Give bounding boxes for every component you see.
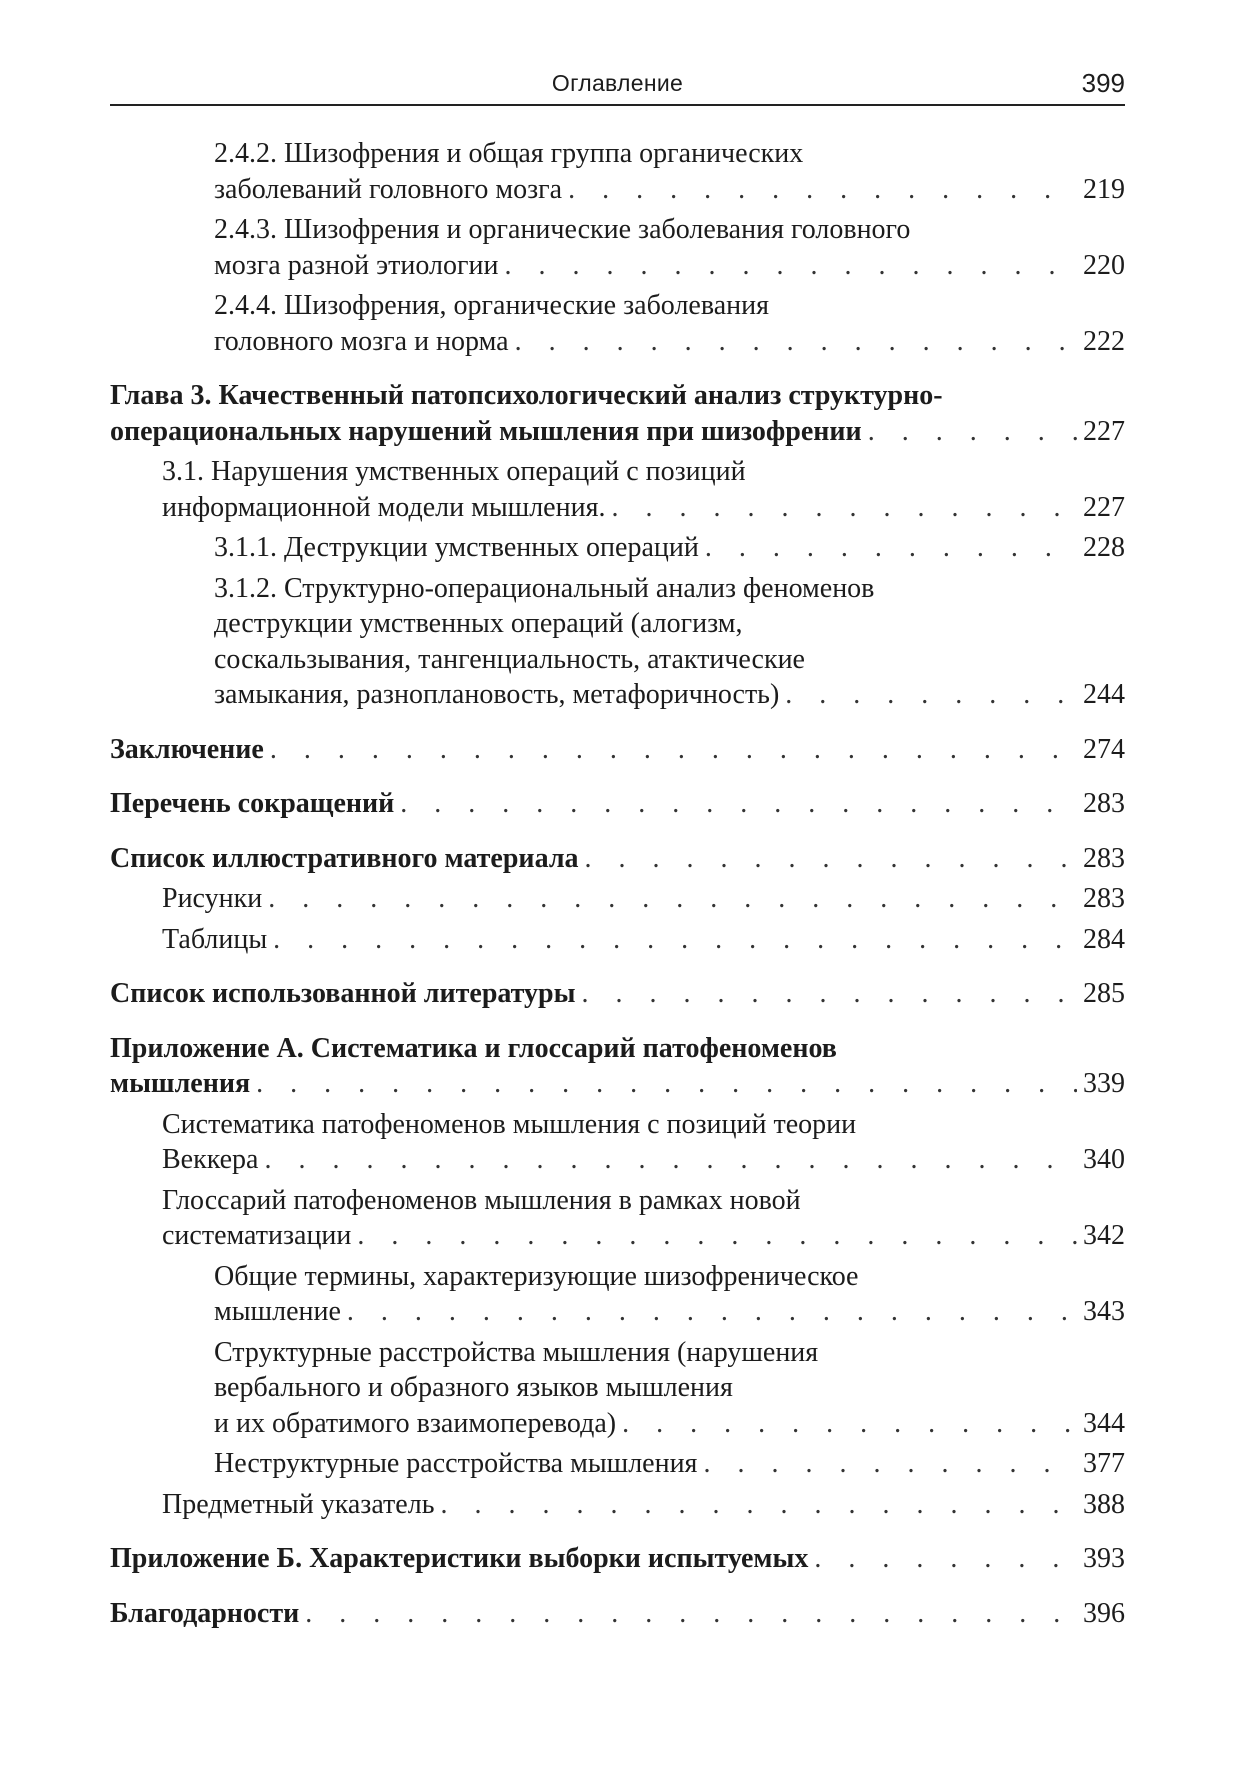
toc-entry-title-line: заболеваний головного мозга (214, 173, 563, 205)
toc-entry[interactable] (110, 922, 1125, 958)
toc-entry-last-line (162, 1218, 1125, 1254)
dot-leader (357, 1218, 1077, 1254)
dot-leader (347, 1294, 1077, 1330)
toc-entry-title-line: Приложение А. Систематика и глоссарий патофеноменов (110, 1032, 837, 1064)
toc-entry-last-line (214, 172, 1125, 208)
dot-leader (705, 530, 1077, 566)
toc-entry-title-line: Систематика патофеноменов мышления с позиций теории (162, 1108, 857, 1140)
toc-entry-page-number: 227 (1083, 415, 1125, 447)
toc-entry[interactable] (110, 378, 1125, 449)
toc-entry[interactable] (110, 1596, 1125, 1632)
toc-entry-title-line: деструкции умственных операций (алогизм, (214, 608, 743, 639)
page-number: 399 (1081, 68, 1125, 98)
toc-entry-title-line: 3.1.2. Структурно-операциональный анализ феноменов (214, 572, 875, 604)
running-header (110, 68, 1125, 106)
dot-leader (585, 841, 1077, 877)
toc-entry-title-line: систематизации (162, 1220, 352, 1251)
toc-entry-last-line (110, 414, 1125, 450)
toc-entry-last-line (162, 881, 1125, 917)
toc-entry[interactable] (110, 1031, 1125, 1102)
toc-entry-last-line (162, 490, 1125, 526)
toc-entry-last-line (110, 1066, 1125, 1102)
toc-entry-title-line: 3.1.1. Деструкции умственных операций (214, 532, 699, 563)
toc-entry-title-line: Неструктурные расстройства мышления (214, 1448, 698, 1479)
toc-entry-title-line: Перечень сокращений (110, 788, 395, 819)
toc-entry[interactable] (110, 732, 1125, 768)
toc-entry-last-line (110, 976, 1125, 1012)
toc-entry-last-line (214, 324, 1125, 360)
toc-entry[interactable] (110, 136, 1125, 207)
toc-entry-title-line: мышление (214, 1296, 341, 1327)
toc-entry-page-number: 396 (1083, 1597, 1125, 1629)
toc-entry-last-line (162, 1142, 1125, 1178)
toc-entry-page-number: 219 (1083, 173, 1125, 205)
running-header-title: Оглавление (551, 70, 684, 96)
toc-entry[interactable] (110, 1259, 1125, 1330)
toc-entry-page-number: 283 (1083, 842, 1125, 874)
toc-entry-title-line: Рисунки (162, 883, 263, 914)
toc-entry-title-line: замыкания, разноплановость, метафоричность) (214, 679, 780, 710)
dot-leader (305, 1596, 1077, 1632)
toc-entry[interactable] (110, 1183, 1125, 1254)
toc-entry[interactable] (110, 1107, 1125, 1178)
toc-entry-title-line: Приложение Б. Характеристики выборки испытуемых (110, 1543, 809, 1574)
toc-entry-title-line: Список иллюстративного материала (110, 842, 579, 874)
toc-entry-page-number: 343 (1083, 1296, 1125, 1327)
toc-entry[interactable] (110, 841, 1125, 877)
toc-entry-last-line (214, 530, 1125, 566)
toc-entry-title-line: соскальзывания, тангенциальность, атактические (214, 643, 805, 675)
toc-entry-title-line: головного мозга и норма (214, 325, 509, 357)
toc-entry-page-number: 342 (1083, 1220, 1125, 1251)
toc-entry-page-number: 340 (1083, 1144, 1125, 1175)
toc-entry-last-line (110, 786, 1125, 822)
toc-entry[interactable] (110, 571, 1125, 713)
toc-entry-last-line (214, 248, 1125, 284)
toc-entry-title-line: 2.4.3. Шизофрения и органические заболевания головного (214, 214, 911, 245)
table-of-contents (110, 136, 1125, 1631)
toc-entry[interactable] (110, 1335, 1125, 1442)
toc-entry[interactable] (110, 786, 1125, 822)
dot-leader (440, 1487, 1077, 1523)
toc-entry-title-line: Заключение (110, 733, 264, 765)
toc-entry-title-line: 3.1. Нарушения умственных операций с позиций (162, 456, 746, 487)
toc-entry-last-line (214, 1294, 1125, 1330)
toc-entry-last-line (162, 1487, 1125, 1523)
toc-entry-title-line: мышления (110, 1068, 251, 1099)
toc-entry-title-line: Структурные расстройства мышления (нарушения (214, 1336, 819, 1368)
toc-entry-title-line: вербального и образного языков мышления (214, 1372, 733, 1403)
toc-entry-page-number: 388 (1083, 1488, 1125, 1520)
dot-leader (273, 922, 1077, 958)
toc-entry-page-number: 284 (1083, 923, 1125, 955)
toc-entry-last-line (110, 841, 1125, 877)
dot-leader (868, 414, 1077, 450)
toc-entry[interactable] (110, 976, 1125, 1012)
toc-entry-page-number: 222 (1083, 325, 1125, 357)
toc-entry-title-line: 2.4.2. Шизофрения и общая группа органических (214, 138, 804, 169)
toc-entry[interactable] (110, 1446, 1125, 1482)
toc-entry-title-line: Таблицы (162, 923, 268, 955)
toc-entry-page-number: 274 (1083, 733, 1125, 765)
toc-entry-title-line: 2.4.4. Шизофрения, органические заболевания (214, 290, 769, 321)
toc-entry-page-number: 339 (1083, 1068, 1125, 1099)
toc-entry-title-line: Глава 3. Качественный патопсихологический анализ структурно- (110, 380, 943, 411)
toc-entry[interactable] (110, 212, 1125, 283)
dot-leader (264, 1142, 1077, 1178)
dot-leader (703, 1446, 1077, 1482)
toc-entry[interactable] (110, 881, 1125, 917)
toc-entry-page-number: 228 (1083, 532, 1125, 563)
toc-entry-title-line: Глоссарий патофеноменов мышления в рамках новой (162, 1184, 801, 1216)
toc-entry[interactable] (110, 530, 1125, 566)
toc-entry-last-line (162, 922, 1125, 958)
toc-entry-title-line: и их обратимого взаимоперевода) (214, 1407, 617, 1439)
dot-leader (568, 172, 1077, 208)
toc-entry-last-line (110, 1541, 1125, 1577)
dot-leader (268, 881, 1077, 917)
toc-entry-page-number: 283 (1083, 883, 1125, 914)
toc-entry-title-line: информационной модели мышления. (162, 491, 606, 523)
toc-entry-title-line: Общие термины, характеризующие шизофреническое (214, 1260, 859, 1292)
toc-entry-last-line (214, 1446, 1125, 1482)
toc-entry-title-line: Благодарности (110, 1597, 300, 1629)
dot-leader (400, 786, 1077, 822)
toc-entry-title-line: Список использованной литературы (110, 978, 576, 1009)
toc-entry-page-number: 285 (1083, 978, 1125, 1009)
toc-entry-page-number: 244 (1083, 679, 1125, 710)
dot-leader (611, 490, 1077, 526)
toc-entry-page-number: 344 (1083, 1407, 1125, 1439)
toc-entry-title-line: Веккера (162, 1144, 259, 1175)
toc-entry-title-line: операциональных нарушений мышления при шизофрении (110, 415, 862, 447)
dot-leader (504, 248, 1077, 284)
dot-leader (622, 1406, 1077, 1442)
toc-entry-page-number: 283 (1083, 788, 1125, 819)
dot-leader (582, 976, 1078, 1012)
dot-leader (814, 1541, 1077, 1577)
toc-entry-last-line (214, 677, 1125, 713)
dot-leader (270, 732, 1077, 768)
toc-entry-page-number: 220 (1083, 249, 1125, 281)
toc-entry[interactable] (110, 454, 1125, 525)
toc-entry-title-line: мозга разной этиологии (214, 249, 499, 281)
toc-entry-page-number: 227 (1083, 491, 1125, 523)
dot-leader (515, 324, 1077, 360)
toc-entry-page-number: 393 (1083, 1543, 1125, 1574)
toc-entry-last-line (110, 732, 1125, 768)
dot-leader (785, 677, 1077, 713)
toc-entry[interactable] (110, 288, 1125, 359)
toc-entry-title-line: Предметный указатель (162, 1488, 435, 1520)
toc-entry-page-number: 377 (1083, 1448, 1125, 1479)
toc-entry-last-line (110, 1596, 1125, 1632)
toc-entry[interactable] (110, 1541, 1125, 1577)
dot-leader (256, 1066, 1077, 1102)
toc-entry[interactable] (110, 1487, 1125, 1523)
toc-entry-last-line (214, 1406, 1125, 1442)
